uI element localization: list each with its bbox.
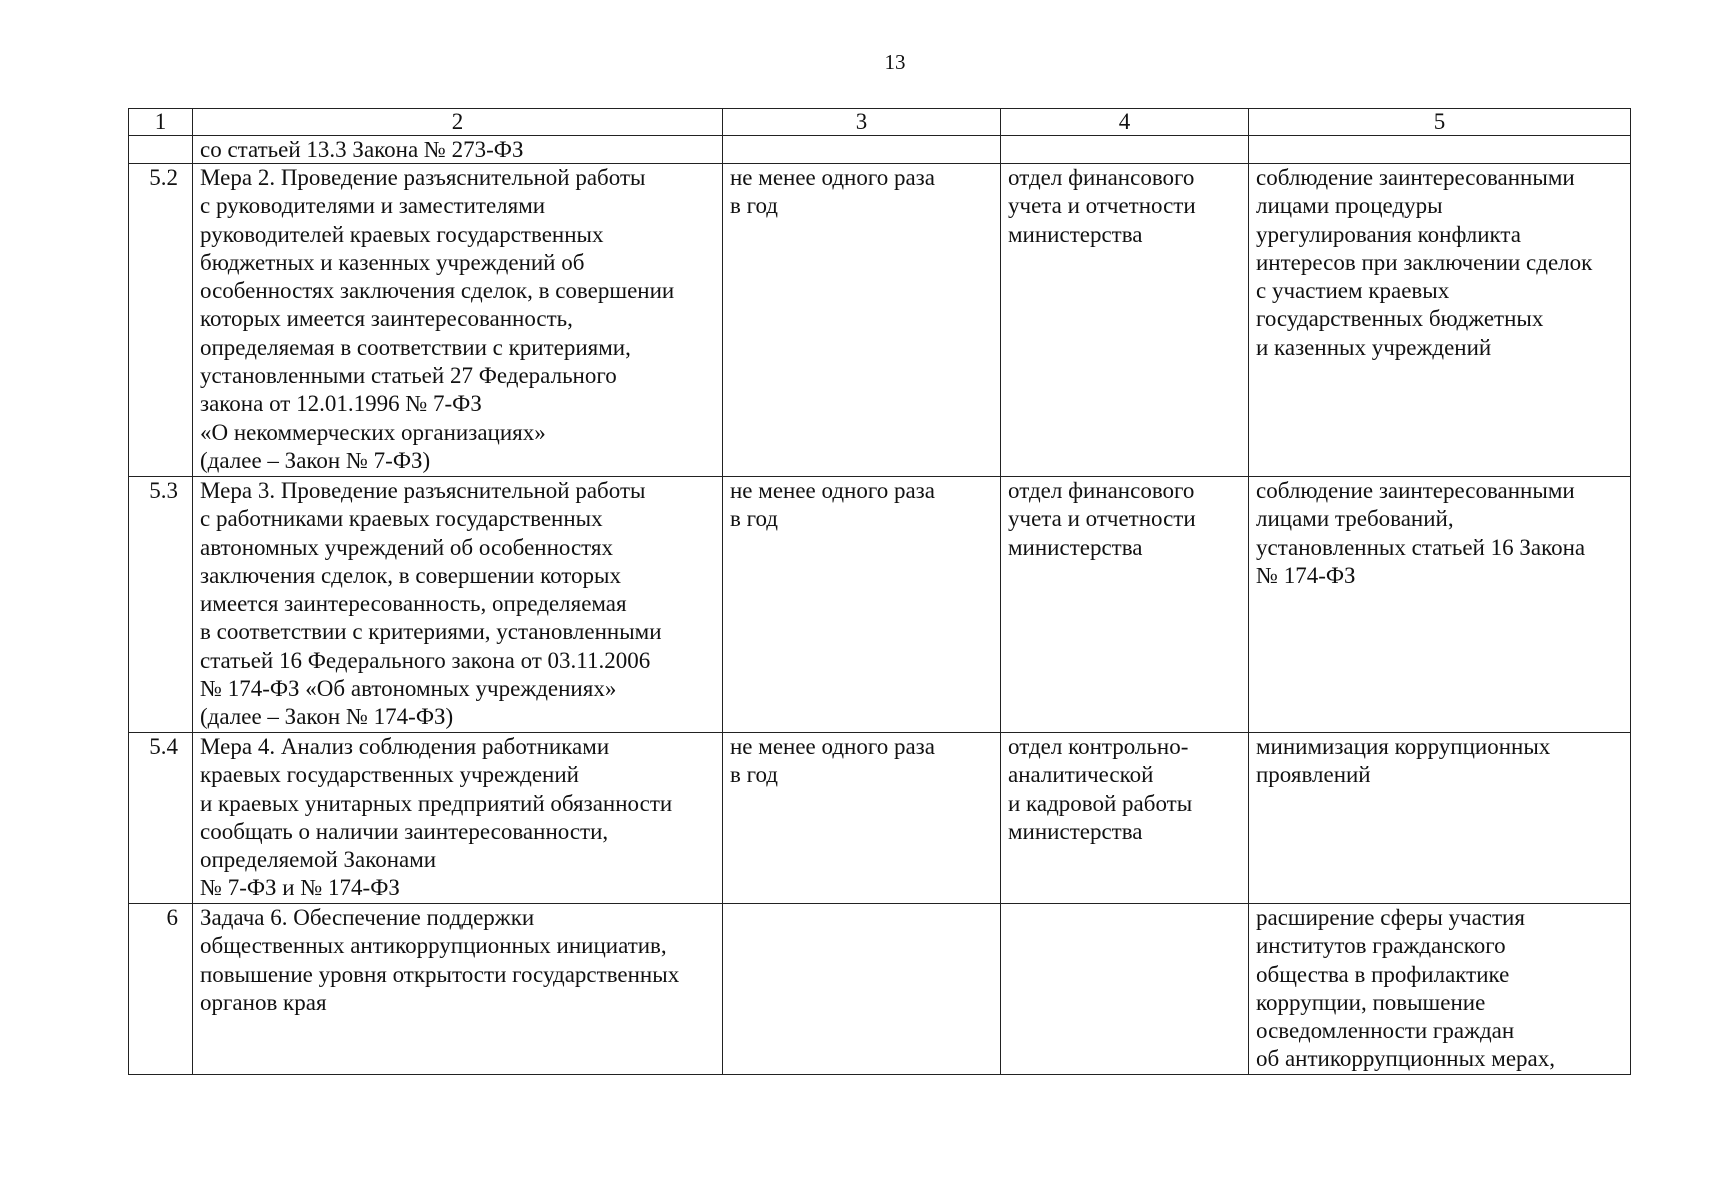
row-number: 6 xyxy=(129,904,193,1075)
responsible-cell xyxy=(1001,136,1249,164)
header-col-3: 3 xyxy=(723,109,1001,136)
header-col-1: 1 xyxy=(129,109,193,136)
responsible-cell: отдел финансового учета и отчетности министерства xyxy=(1001,164,1249,477)
result-cell: соблюдение заинтересованными лицами процедуры урегулирования конфликта интересов при заключении сделок с участием краевых государственных бюджетных и казенных учреждений xyxy=(1249,164,1631,477)
header-row xyxy=(129,109,1631,136)
period-cell: не менее одного раза в год xyxy=(723,477,1001,733)
header-col-5: 5 xyxy=(1249,109,1631,136)
measures-table xyxy=(128,108,1631,1075)
measure-cell: Задача 6. Обеспечение поддержки общественных антикоррупционных инициатив, повышение уровня открытости государственных органов края xyxy=(193,904,723,1075)
period-cell: не менее одного раза в год xyxy=(723,733,1001,904)
measure-cell: Мера 4. Анализ соблюдения работниками краевых государственных учреждений и краевых унитарных предприятий обязанности сообщать о наличии заинтересованности, определяемой Законами № 7-ФЗ и № 174-ФЗ xyxy=(193,733,723,904)
table-row xyxy=(129,733,1631,904)
header-col-2: 2 xyxy=(193,109,723,136)
table-row xyxy=(129,477,1631,733)
header-col-4: 4 xyxy=(1001,109,1249,136)
result-cell: минимизация коррупционных проявлений xyxy=(1249,733,1631,904)
row-number: 5.2 xyxy=(129,164,193,477)
responsible-cell: отдел финансового учета и отчетности министерства xyxy=(1001,477,1249,733)
table-row xyxy=(129,164,1631,477)
measure-cell: со статьей 13.3 Закона № 273-ФЗ xyxy=(193,136,723,164)
responsible-cell: отдел контрольно- аналитической и кадровой работы министерства xyxy=(1001,733,1249,904)
measure-cell: Мера 3. Проведение разъяснительной работы с работниками краевых государственных автономных учреждений об особенностях заключения сделок, в совершении которых имеется заинтересованность, определяемая в соответствии с критериями, установленными статьей 16 Федерального закона от 03.11.2006 № 174-ФЗ «Об автономных учреждениях» (далее – Закон № 174-ФЗ) xyxy=(193,477,723,733)
period-cell xyxy=(723,904,1001,1075)
table-body xyxy=(129,136,1631,1075)
row-number: 5.4 xyxy=(129,733,193,904)
period-cell xyxy=(723,136,1001,164)
page-number: 13 xyxy=(884,50,906,74)
table-row xyxy=(129,904,1631,1075)
table-header xyxy=(129,109,1631,136)
table-row xyxy=(129,136,1631,164)
result-cell: соблюдение заинтересованными лицами требований, установленных статьей 16 Закона № 174-ФЗ xyxy=(1249,477,1631,733)
row-number: 5.3 xyxy=(129,477,193,733)
period-cell: не менее одного раза в год xyxy=(723,164,1001,477)
result-cell: расширение сферы участия институтов гражданского общества в профилактике коррупции, повышение осведомленности граждан об антикоррупционных мерах, xyxy=(1249,904,1631,1075)
result-cell xyxy=(1249,136,1631,164)
measure-cell: Мера 2. Проведение разъяснительной работы с руководителями и заместителями руководителей краевых государственных бюджетных и казенных учреждений об особенностях заключения сделок, в совершении которых имеется заинтересованность, определяемая в соответствии с критериями, установленными статьей 27 Федерального закона от 12.01.1996 № 7-ФЗ «О некоммерческих организациях» (далее – Закон № 7-ФЗ) xyxy=(193,164,723,477)
row-number xyxy=(129,136,193,164)
responsible-cell xyxy=(1001,904,1249,1075)
